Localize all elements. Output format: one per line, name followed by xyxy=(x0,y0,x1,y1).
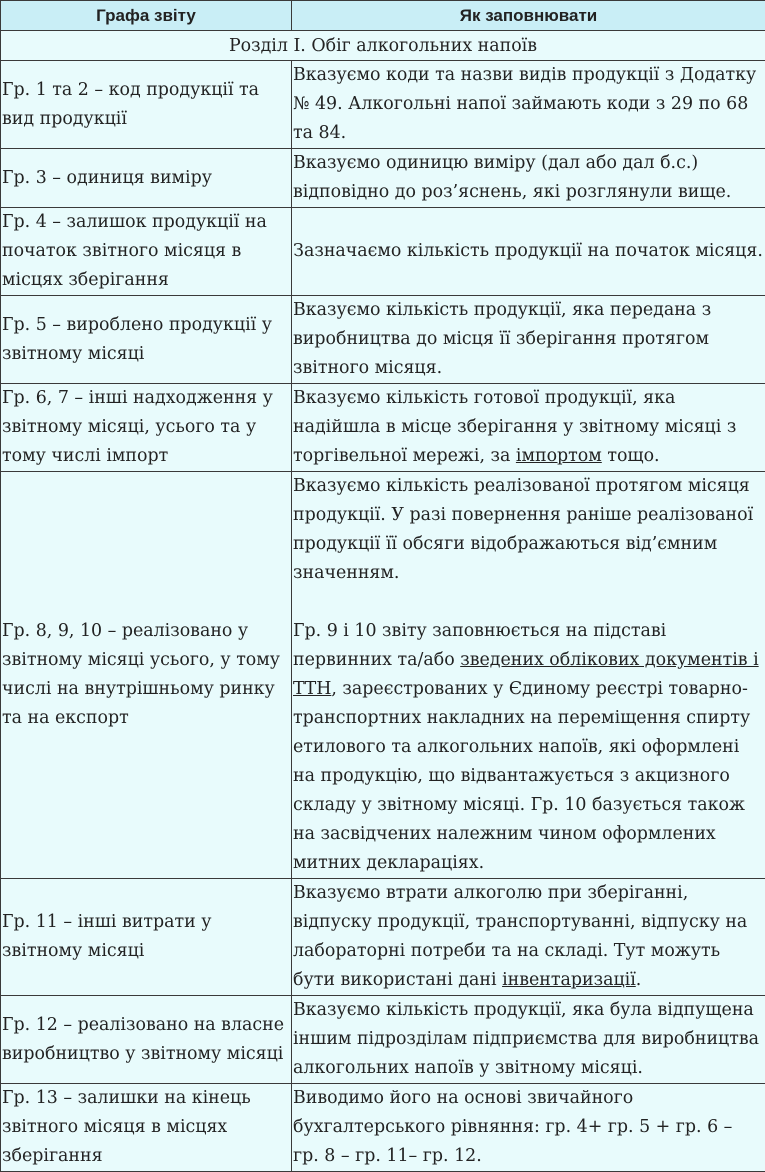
table-row xyxy=(1,61,765,149)
table-row xyxy=(1,296,765,384)
header-how-to-fill: Як заповнювати xyxy=(292,1,765,31)
inventory-link[interactable]: інвентаризації xyxy=(502,970,636,990)
instruction-cell xyxy=(292,384,765,472)
header-row xyxy=(1,1,765,31)
header-report-column: Графа звіту xyxy=(1,1,292,31)
instruction-text: . xyxy=(636,970,642,990)
instruction-cell xyxy=(292,879,765,996)
table-row xyxy=(1,1084,765,1172)
instruction-cell: Вказуємо одиницю виміру (дал або дал б.с.) відповідно до роз’яснень, які розглянули вище. xyxy=(292,149,765,208)
report-column-cell: Гр. 6, 7 – інші надходження у звітному місяці, усього та у тому числі імпорт xyxy=(1,384,292,472)
instruction-cell: Вказуємо коди та назви видів продукції з Додатку № 49. Алкогольні напої займають коди з 29 по 68 та 84. xyxy=(292,61,765,149)
instruction-text: , зареєстрованих у Єдиному реєстрі товарно-транспортних накладних на переміщення спирту етилового та алкогольних напоїв, які оформлені на продукцію, що відвантажується з акцизного складу у звітному місяці. Гр. 10 базується також на засвідчених належним чином оформлених митних деклараціях. xyxy=(293,679,750,873)
instruction-cell: Виводимо його на основі звичайного бухгалтерського рівняння: гр. 4+ гр. 5 + гр. 6 – гр. 8 – гр. 11– гр. 12. xyxy=(292,1084,765,1172)
report-column-cell: Гр. 4 – залишок продукції на початок звітного місяця в місцях зберігання xyxy=(1,208,292,296)
instruction-paragraph: Вказуємо кількість реалізованої протягом місяця продукції. У разі повернення раніше реалізованої продукції її обсяги відображаються від’ємним значенням. xyxy=(293,476,753,583)
table-row xyxy=(1,879,765,996)
summary-documents-link[interactable]: зведених облікових документів і ТТН xyxy=(293,650,759,699)
instruction-text: тощо. xyxy=(602,446,660,466)
section-row xyxy=(1,31,765,61)
report-column-cell: Гр. 5 – вироблено продукції у звітному місяці xyxy=(1,296,292,384)
instruction-text: Гр. 9 і 10 звіту заповнюється на підставі первинних та/або xyxy=(293,621,666,670)
instruction-cell: Вказуємо кількість продукції, яка передана з виробництва до місця її зберігання протягом звітного місяця. xyxy=(292,296,765,384)
table-row xyxy=(1,208,765,296)
report-column-cell: Гр. 8, 9, 10 – реалізовано у звітному місяці усього, у тому числі на внутрішньому ринку та на експорт xyxy=(1,472,292,879)
instruction-cell: Зазначаємо кількість продукції на початок місяця. xyxy=(292,208,765,296)
instruction-text: Вказуємо кількість готової продукції, яка надійшла в місце зберігання у звітному місяці з торгівельної мережі, за xyxy=(293,388,736,466)
report-column-cell: Гр. 13 – залишки на кінець звітного місяця в місцях зберігання xyxy=(1,1084,292,1172)
instruction-text: Вказуємо втрати алкоголю при зберіганні, відпуску продукції, транспортуванні, відпуску на лабораторні потреби та на складі. Тут можуть бути використані дані xyxy=(293,883,747,990)
section-title: Розділ І. Обіг алкогольних напоїв xyxy=(1,31,765,61)
report-column-cell: Гр. 11 – інші витрати у звітному місяці xyxy=(1,879,292,996)
report-column-cell: Гр. 1 та 2 – код продукції та вид продукції xyxy=(1,61,292,149)
table-row xyxy=(1,149,765,208)
table-row xyxy=(1,472,765,879)
table-row xyxy=(1,384,765,472)
report-column-cell: Гр. 12 – реалізовано на власне виробництво у звітному місяці xyxy=(1,996,292,1084)
import-link[interactable]: імпортом xyxy=(516,446,602,466)
report-column-cell: Гр. 3 – одиниця виміру xyxy=(1,149,292,208)
instruction-cell: Вказуємо кількість продукції, яка була відпущена іншим підрозділам підприємства для виробництва алкогольних напоїв у звітному місяці. xyxy=(292,996,765,1084)
instruction-cell xyxy=(292,472,765,879)
table-row xyxy=(1,996,765,1084)
paragraph-gap xyxy=(293,588,763,617)
